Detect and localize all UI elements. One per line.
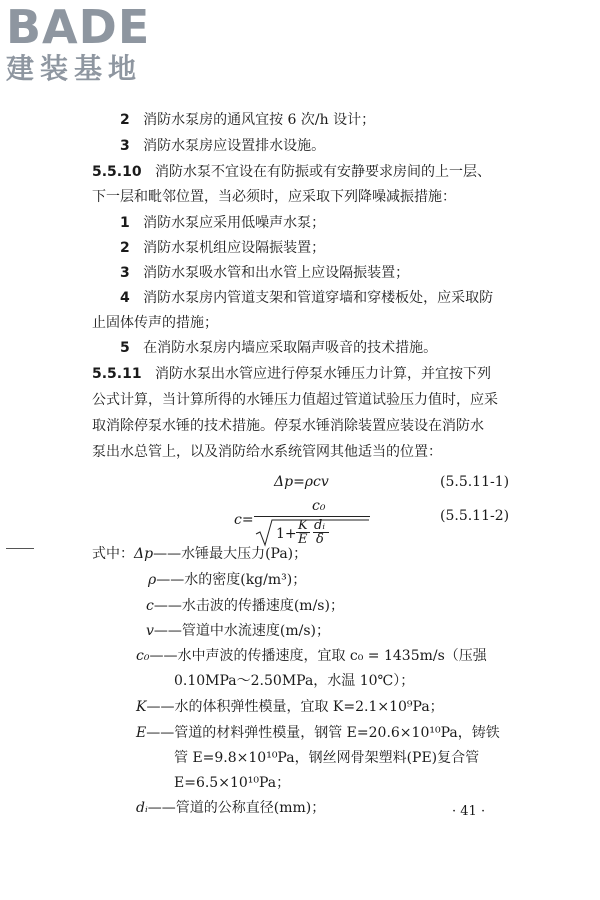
clause-line: 取消除停泵水锤的技术措施。停泵水锤消除装置应装设在消防水 bbox=[92, 418, 484, 434]
item-num: 2 bbox=[120, 112, 130, 128]
logo-chinese: 建装基地 bbox=[6, 52, 143, 85]
sqrt-term: 1+ bbox=[276, 526, 297, 542]
list-item bbox=[120, 112, 375, 128]
def-symbol: ρ bbox=[148, 572, 157, 588]
clause-text: 消防水泵出水管应进行停泵水锤压力计算，并宜按下列 bbox=[154, 366, 491, 382]
item-text: 消防水泵机组应设隔振装置； bbox=[143, 240, 326, 256]
def-text: ——管道的公称直径(mm)； bbox=[147, 800, 326, 816]
item-num: 1 bbox=[120, 215, 130, 231]
def-symbol: dᵢ bbox=[136, 800, 148, 816]
def-symbol: K bbox=[136, 699, 147, 715]
formula-2 bbox=[234, 498, 394, 548]
clause-text: 消防水泵不宜设在有防振或有安静要求房间的上一层、 bbox=[154, 164, 491, 180]
list-item bbox=[120, 265, 409, 281]
def-symbol: Δp bbox=[134, 546, 154, 562]
item-text: 消防水泵房内管道支架和管道穿墙和穿楼板处，应采取防 bbox=[143, 290, 494, 306]
def-text: ——水锤最大压力(Pa)； bbox=[153, 546, 308, 562]
definition bbox=[148, 572, 306, 588]
where-lead bbox=[92, 546, 307, 562]
list-item-continued: 止固体传声的措施； bbox=[92, 315, 218, 331]
frac-k: K bbox=[298, 518, 308, 533]
definition bbox=[146, 623, 330, 639]
clause-line: 公式计算，当计算所得的水锤压力值超过管道试验压力值时，应采 bbox=[92, 392, 498, 408]
def-text: ——水的密度(kg/m³)； bbox=[156, 572, 307, 588]
def-text: ——水的体积弹性模量，宜取 K=2.1×10⁹Pa； bbox=[146, 699, 444, 715]
frac-bar-ke bbox=[296, 532, 310, 533]
clause-5-5-11 bbox=[92, 366, 491, 382]
definition bbox=[136, 699, 444, 715]
formula-1: Δp=ρcv bbox=[274, 474, 329, 490]
formula-lhs: c= bbox=[234, 512, 254, 528]
item-num: 3 bbox=[120, 265, 130, 281]
list-item bbox=[120, 138, 325, 154]
definition-continued: 管 E=9.8×10¹⁰Pa，钢丝网骨架塑料(PE)复合管 bbox=[174, 750, 480, 766]
frac-di: dᵢ bbox=[314, 518, 325, 533]
def-symbol: E bbox=[136, 725, 147, 741]
def-symbol: c bbox=[146, 598, 154, 614]
item-num: 5 bbox=[120, 340, 130, 356]
def-symbol: c₀ bbox=[136, 648, 150, 664]
where-lead-text: 式中： bbox=[92, 546, 134, 562]
clause-5-5-10 bbox=[92, 164, 491, 180]
def-text: ——水击波的传播速度(m/s)； bbox=[153, 598, 344, 614]
list-item bbox=[120, 340, 437, 356]
formula-numerator: c₀ bbox=[312, 498, 326, 514]
clause-num: 5.5.10 bbox=[92, 164, 142, 180]
definition bbox=[146, 598, 344, 614]
item-text: 消防水泵房的通风宜按 6 次/h 设计； bbox=[143, 112, 376, 128]
definition bbox=[136, 725, 500, 741]
item-num: 4 bbox=[120, 290, 130, 306]
bade-logo bbox=[6, 0, 186, 85]
item-text: 消防水泵应采用低噪声水泵； bbox=[143, 215, 326, 231]
def-text: ——管道中水流速度(m/s)； bbox=[153, 623, 331, 639]
list-item bbox=[120, 240, 325, 256]
frac-delta: δ bbox=[316, 532, 324, 547]
sqrt-sign bbox=[254, 518, 370, 548]
list-item bbox=[120, 290, 493, 306]
margin-rule bbox=[6, 548, 34, 549]
clause-line: 下一层和毗邻位置，当必须时，应采取下列降噪减振措施： bbox=[92, 189, 456, 205]
item-text: 消防水泵房应设置排水设施。 bbox=[143, 138, 326, 154]
list-item bbox=[120, 215, 325, 231]
item-text: 消防水泵吸水管和出水管上应设隔振装置； bbox=[143, 265, 410, 281]
definition bbox=[136, 800, 325, 816]
def-symbol: v bbox=[146, 623, 154, 639]
logo-word: BADE bbox=[6, 0, 151, 54]
page-number: · 41 · bbox=[452, 804, 486, 819]
frac-e: E bbox=[298, 532, 308, 547]
def-text: ——管道的材料弹性模量，钢管 E=20.6×10¹⁰Pa，铸铁 bbox=[146, 725, 500, 741]
def-text: ——水中声波的传播速度，宜取 c₀ = 1435m/s（压强 bbox=[149, 648, 487, 664]
equation-number: (5.5.11-1) bbox=[440, 474, 510, 490]
definition bbox=[136, 648, 487, 664]
definition-continued: E=6.5×10¹⁰Pa； bbox=[174, 775, 291, 791]
item-num: 3 bbox=[120, 138, 130, 154]
definition-continued: 0.10MPa～2.50MPa，水温 10℃）； bbox=[174, 673, 415, 689]
frac-bar-d bbox=[313, 532, 329, 533]
equation-number: (5.5.11-2) bbox=[440, 508, 510, 524]
item-text: 在消防水泵房内墙应采取隔声吸音的技术措施。 bbox=[143, 340, 438, 356]
item-num: 2 bbox=[120, 240, 130, 256]
clause-line: 泵出水总管上，以及消防给水系统管网其他适当的位置： bbox=[92, 444, 442, 460]
clause-num: 5.5.11 bbox=[92, 366, 142, 382]
fraction-bar bbox=[254, 516, 370, 517]
